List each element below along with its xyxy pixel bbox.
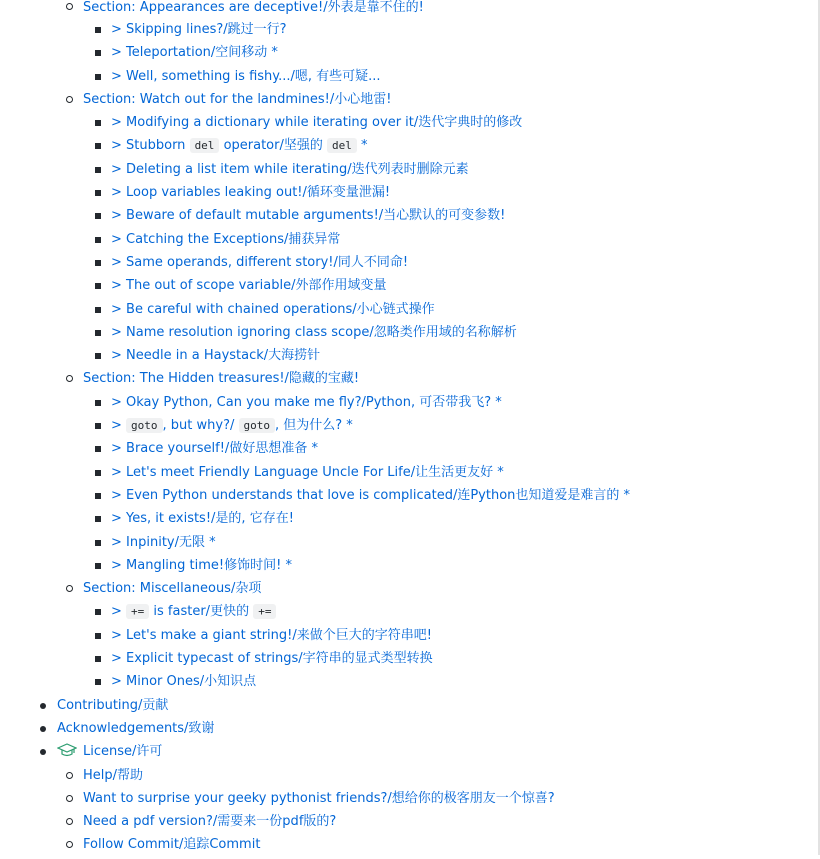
toc-link-text: > Name resolution ignoring class scope/忽略类作用域的名称解析 [111, 324, 517, 340]
toc-item [0, 113, 820, 136]
toc-link-text: , but why?/ [162, 418, 239, 434]
toc-link[interactable] [111, 278, 387, 293]
square-bullet-icon [95, 237, 101, 243]
circle-bullet-icon [66, 3, 73, 10]
square-bullet-icon [95, 27, 101, 33]
toc-link-text: > The out of scope variable/外部作用域变量 [111, 278, 387, 294]
toc-link-text: License/许可 [83, 744, 163, 760]
toc-link[interactable] [111, 604, 276, 619]
toc-link[interactable] [83, 814, 336, 829]
square-bullet-icon [95, 353, 101, 359]
toc-item [0, 696, 820, 719]
square-bullet-icon [95, 633, 101, 639]
inline-code: goto [126, 418, 163, 433]
toc-item [0, 672, 820, 695]
toc-item [0, 509, 820, 532]
toc-link[interactable] [111, 441, 318, 456]
toc-link-text: Section: Appearances are deceptive!/外表是靠不住的! [83, 0, 424, 15]
toc-item [0, 67, 820, 90]
toc-link-text: > Needle in a Haystack/大海捞针 [111, 348, 321, 364]
toc-item [0, 206, 820, 229]
toc-item [0, 183, 820, 206]
square-bullet-icon [95, 493, 101, 499]
toc-link-text: Need a pdf version?/需要来一份pdf版的? [83, 814, 337, 830]
square-bullet-icon [95, 120, 101, 126]
toc-link-text: > Catching the Exceptions/捕获异常 [111, 231, 341, 247]
inline-code: += [253, 604, 276, 619]
toc-link[interactable] [111, 511, 294, 526]
square-bullet-icon [95, 167, 101, 173]
toc-item [0, 556, 820, 579]
toc-link[interactable] [111, 232, 340, 247]
inline-code: del [190, 138, 220, 153]
toc-link-text: Section: The Hidden treasures!/隐藏的宝藏! [83, 371, 360, 387]
toc-item [0, 136, 820, 159]
toc-link-text: > [111, 418, 127, 434]
toc-link[interactable] [111, 255, 408, 270]
toc-item [0, 626, 820, 649]
toc-link[interactable] [111, 558, 292, 573]
toc-link[interactable] [111, 674, 256, 689]
toc-link[interactable] [111, 115, 522, 130]
toc-link-text: > Let's meet Friendly Language Uncle For Life/让生活更友好 * [111, 464, 504, 480]
toc-item [0, 439, 820, 462]
toc-item [0, 649, 820, 672]
toc-link[interactable] [111, 395, 502, 410]
toc-link-text: > Skipping lines?/跳过一行? [111, 22, 287, 37]
circle-bullet-icon [66, 818, 73, 825]
toc-link-text: > Inpinity/无限 * [111, 534, 216, 550]
toc-link-text: Acknowledgements/致谢 [57, 720, 215, 736]
toc-item [0, 346, 820, 369]
toc-link-text: > Be careful with chained operations/小心链式操作 [111, 301, 435, 317]
toc-link[interactable] [111, 162, 469, 177]
toc-item [0, 253, 820, 276]
square-bullet-icon [95, 423, 101, 429]
toc-link-text: Want to surprise your geeky pythonist friends?/想给你的极客朋友一个惊喜? [83, 790, 555, 806]
toc-item [0, 742, 820, 765]
square-bullet-icon [95, 307, 101, 313]
toc-link-text: > Modifying a dictionary while iterating over it/迭代字典时的修改 [111, 115, 523, 131]
square-bullet-icon [95, 516, 101, 522]
toc-link[interactable] [83, 791, 555, 806]
toc-link[interactable] [111, 465, 504, 480]
toc-link-text: Section: Miscellaneous/杂项 [83, 581, 262, 597]
toc-item [0, 230, 820, 253]
toc-link-text: > Well, something is fishy.../嗯, 有些可疑... [111, 68, 381, 84]
square-bullet-icon [95, 446, 101, 452]
toc-link[interactable] [57, 721, 214, 736]
toc-link[interactable] [83, 837, 260, 852]
toc-item [0, 369, 820, 392]
toc-item [0, 602, 820, 625]
circle-bullet-icon [66, 795, 73, 802]
toc-link[interactable] [111, 45, 278, 60]
toc-link-text: > Let's make a giant string!/来做个巨大的字符串吧! [111, 627, 432, 643]
toc-link[interactable] [111, 208, 505, 223]
disc-bullet-icon [40, 726, 46, 732]
toc-item [0, 20, 820, 43]
toc-link-text: > Same operands, different story!/同人不同命! [111, 254, 409, 270]
circle-bullet-icon [66, 96, 73, 103]
toc-link[interactable] [83, 92, 391, 107]
toc-item [0, 0, 820, 20]
toc-link[interactable] [111, 325, 517, 340]
disc-bullet-icon [40, 749, 46, 755]
square-bullet-icon [95, 679, 101, 685]
toc-item [0, 160, 820, 183]
toc-link[interactable] [111, 138, 368, 153]
disc-bullet-icon [40, 703, 46, 709]
square-bullet-icon [95, 540, 101, 546]
toc-link[interactable] [111, 69, 381, 84]
square-bullet-icon [95, 330, 101, 336]
toc-link-text: Contributing/贡献 [57, 697, 169, 713]
toc-link-text: > Brace yourself!/做好思想准备 * [111, 441, 318, 457]
square-bullet-icon [95, 74, 101, 80]
square-bullet-icon [95, 213, 101, 219]
toc-link[interactable] [57, 744, 162, 759]
toc-link[interactable] [111, 22, 287, 37]
toc-item [0, 789, 820, 812]
toc-item [0, 533, 820, 556]
toc-link-text: > Explicit typecast of strings/字符串的显式类型转换 [111, 651, 433, 667]
toc-link-text: > Minor Ones/小知识点 [111, 674, 257, 690]
toc-link-text: Help/帮助 [83, 767, 144, 783]
inline-code: goto [239, 418, 276, 433]
toc-link-text: > Deleting a list item while iterating/迭代列表时删除元素 [111, 161, 469, 177]
toc-item [0, 323, 820, 346]
circle-bullet-icon [66, 585, 73, 592]
square-bullet-icon [95, 50, 101, 56]
toc-link-text: > Beware of default mutable arguments!/当心默认的可变参数! [111, 208, 506, 224]
toc-link-text: Section: Watch out for the landmines!/小心地雷! [83, 91, 392, 107]
toc-item [0, 416, 820, 439]
toc-item [0, 393, 820, 416]
circle-bullet-icon [66, 841, 73, 848]
toc-link[interactable] [83, 768, 143, 783]
square-bullet-icon [95, 260, 101, 266]
square-bullet-icon [95, 400, 101, 406]
toc-link-text: * [356, 138, 368, 154]
square-bullet-icon [95, 470, 101, 476]
toc-link[interactable] [111, 348, 320, 363]
toc-item [0, 276, 820, 299]
toc-link[interactable] [83, 0, 424, 15]
toc-link[interactable] [83, 371, 359, 386]
toc-link-text: is faster/更快的 [149, 604, 254, 620]
square-bullet-icon [95, 143, 101, 149]
toc-link[interactable] [111, 185, 390, 200]
toc-item [0, 719, 820, 742]
toc-link-text: operator/坚强的 [219, 138, 327, 154]
toc-link-text: > Yes, it exists!/是的, 它存在! [111, 511, 294, 527]
square-bullet-icon [95, 190, 101, 196]
graduation-cap-icon [57, 743, 77, 757]
inline-code: += [126, 604, 149, 619]
toc-link[interactable] [57, 698, 168, 713]
toc-link-text: > Even Python understands that love is complicated/连Python也知道爱是难言的 * [111, 487, 631, 503]
toc-item [0, 835, 820, 858]
toc-link-text: , 但为什么? * [275, 418, 353, 434]
toc-item [0, 812, 820, 835]
square-bullet-icon [95, 609, 101, 615]
inline-code: del [327, 138, 357, 153]
toc-link-text: Follow Commit/追踪Commit [83, 837, 261, 853]
square-bullet-icon [95, 283, 101, 289]
toc-link[interactable] [111, 535, 216, 550]
toc-item [0, 300, 820, 323]
toc-link-text: > Mangling time!修饰时间! * [111, 557, 292, 573]
toc-link-text: > Teleportation/空间移动 * [111, 45, 278, 61]
toc-link-text: > Okay Python, Can you make me fly?/Python, 可否带我飞? * [111, 394, 502, 410]
toc-link[interactable] [111, 651, 433, 666]
toc-item [0, 579, 820, 602]
toc-item [0, 463, 820, 486]
toc-item [0, 90, 820, 113]
toc-link[interactable] [111, 302, 435, 317]
square-bullet-icon [95, 656, 101, 662]
toc-link-text: > Stubborn [111, 138, 190, 154]
toc-link-text: > Loop variables leaking out!/循环变量泄漏! [111, 185, 391, 201]
toc-link-text: > [111, 604, 127, 620]
toc-item [0, 766, 820, 789]
circle-bullet-icon [66, 375, 73, 382]
toc-link[interactable] [111, 418, 353, 433]
toc-link[interactable] [83, 581, 261, 596]
toc-link[interactable] [111, 628, 432, 643]
toc-link[interactable] [111, 488, 630, 503]
square-bullet-icon [95, 563, 101, 569]
circle-bullet-icon [66, 772, 73, 779]
toc-item [0, 486, 820, 509]
toc-item [0, 43, 820, 66]
